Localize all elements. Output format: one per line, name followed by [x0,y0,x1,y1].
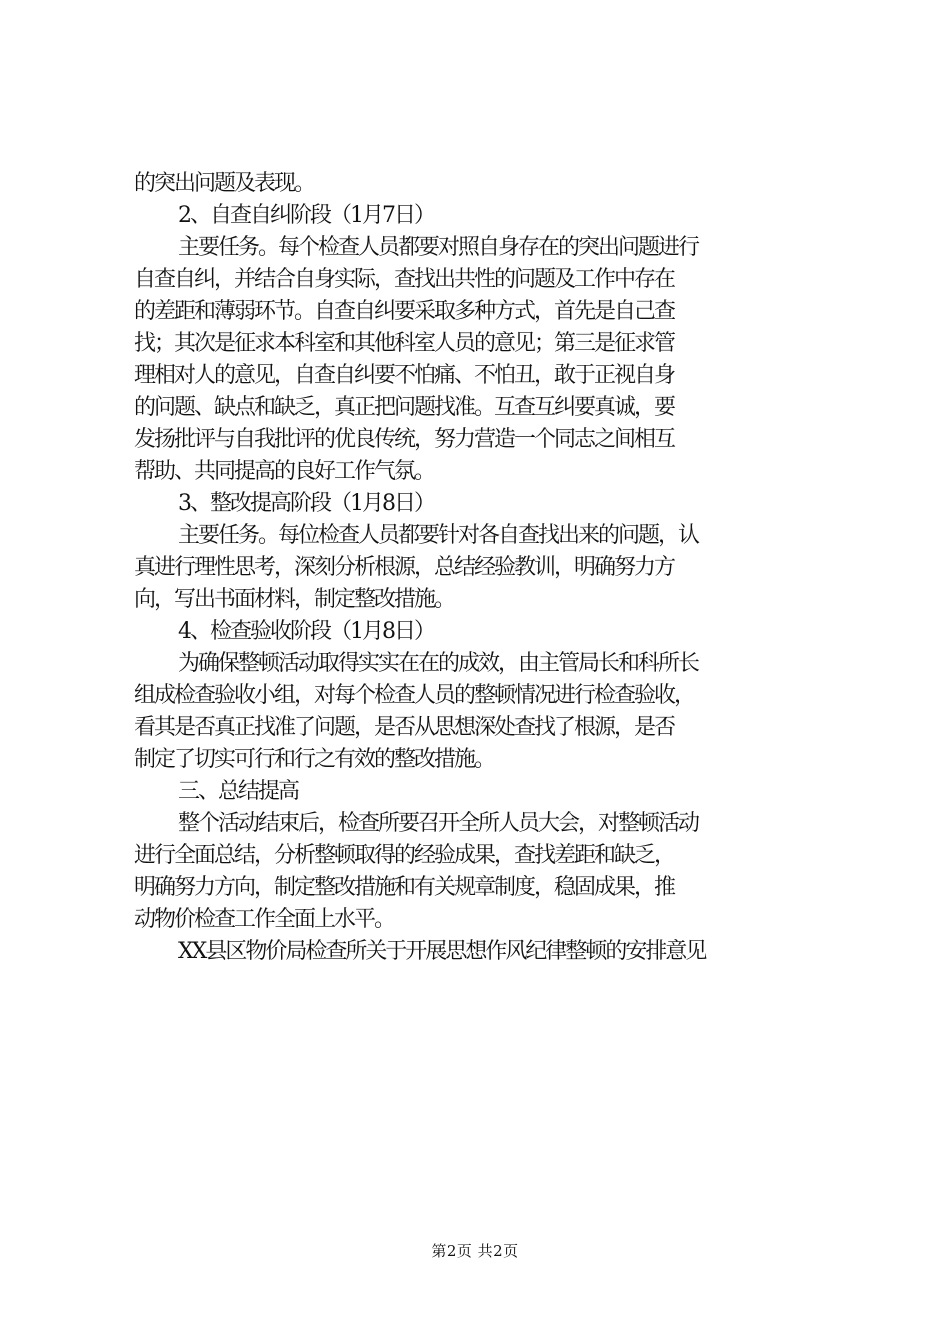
text-line: 帮助、共同提高的良好工作气氛。 [134,459,435,484]
text-line: 主要任务。每个检查人员都要对照自身存在的突出问题进行 [178,235,699,260]
text-line: 看其是否真正找准了问题，是否从思想深处查找了根源，是否 [134,715,675,740]
text-line: 为确保整顿活动取得实实在在的成效，由主管局长和科所长 [178,651,699,676]
text-line: 主要任务。每位检查人员都要针对各自查找出来的问题，认 [178,523,699,548]
text-line: 4、检查验收阶段（1月8日） [178,619,434,644]
text-line: 整个活动结束后，检查所要召开全所人员大会，对整顿活动 [178,811,699,836]
page-number-footer: 第2页 共2页 [431,1242,519,1260]
text-line: 的突出问题及表现。 [134,171,315,196]
text-line: 三、总结提高 [178,779,299,804]
text-line: 找；其次是征求本科室和其他科室人员的意见；第三是征求管 [134,331,675,356]
text-line: 发扬批评与自我批评的优良传统，努力营造一个同志之间相互 [134,427,675,452]
text-line: 3、整改提高阶段（1月8日） [178,491,434,516]
text-line: 向，写出书面材料，制定整改措施。 [134,587,455,612]
text-line: 理相对人的意见，自查自纠要不怕痛、不怕丑，敢于正视自身 [134,363,675,388]
text-line: XX县区物价局检查所关于开展思想作风纪律整顿的安排意见 [178,939,706,964]
text-line: 制定了切实可行和行之有效的整改措施。 [134,747,495,772]
text-line: 2、自查自纠阶段（1月7日） [178,203,434,228]
text-line: 明确努力方向，制定整改措施和有关规章制度，稳固成果，推 [134,875,675,900]
text-line: 的问题、缺点和缺乏，真正把问题找准。互查互纠要真诚，要 [134,395,675,420]
text-line: 自查自纠，并结合自身实际，查找出共性的问题及工作中存在 [134,267,675,292]
text-line: 进行全面总结，分析整顿取得的经验成果，查找差距和缺乏， [134,843,675,868]
text-line: 动物价检查工作全面上水平。 [134,907,395,932]
text-line: 真进行理性思考，深刻分析根源，总结经验教训，明确努力方 [134,555,675,580]
text-line: 的差距和薄弱环节。自查自纠要采取多种方式，首先是自己查 [134,299,675,324]
text-line: 组成检查验收小组，对每个检查人员的整顿情况进行检查验收， [134,683,695,708]
